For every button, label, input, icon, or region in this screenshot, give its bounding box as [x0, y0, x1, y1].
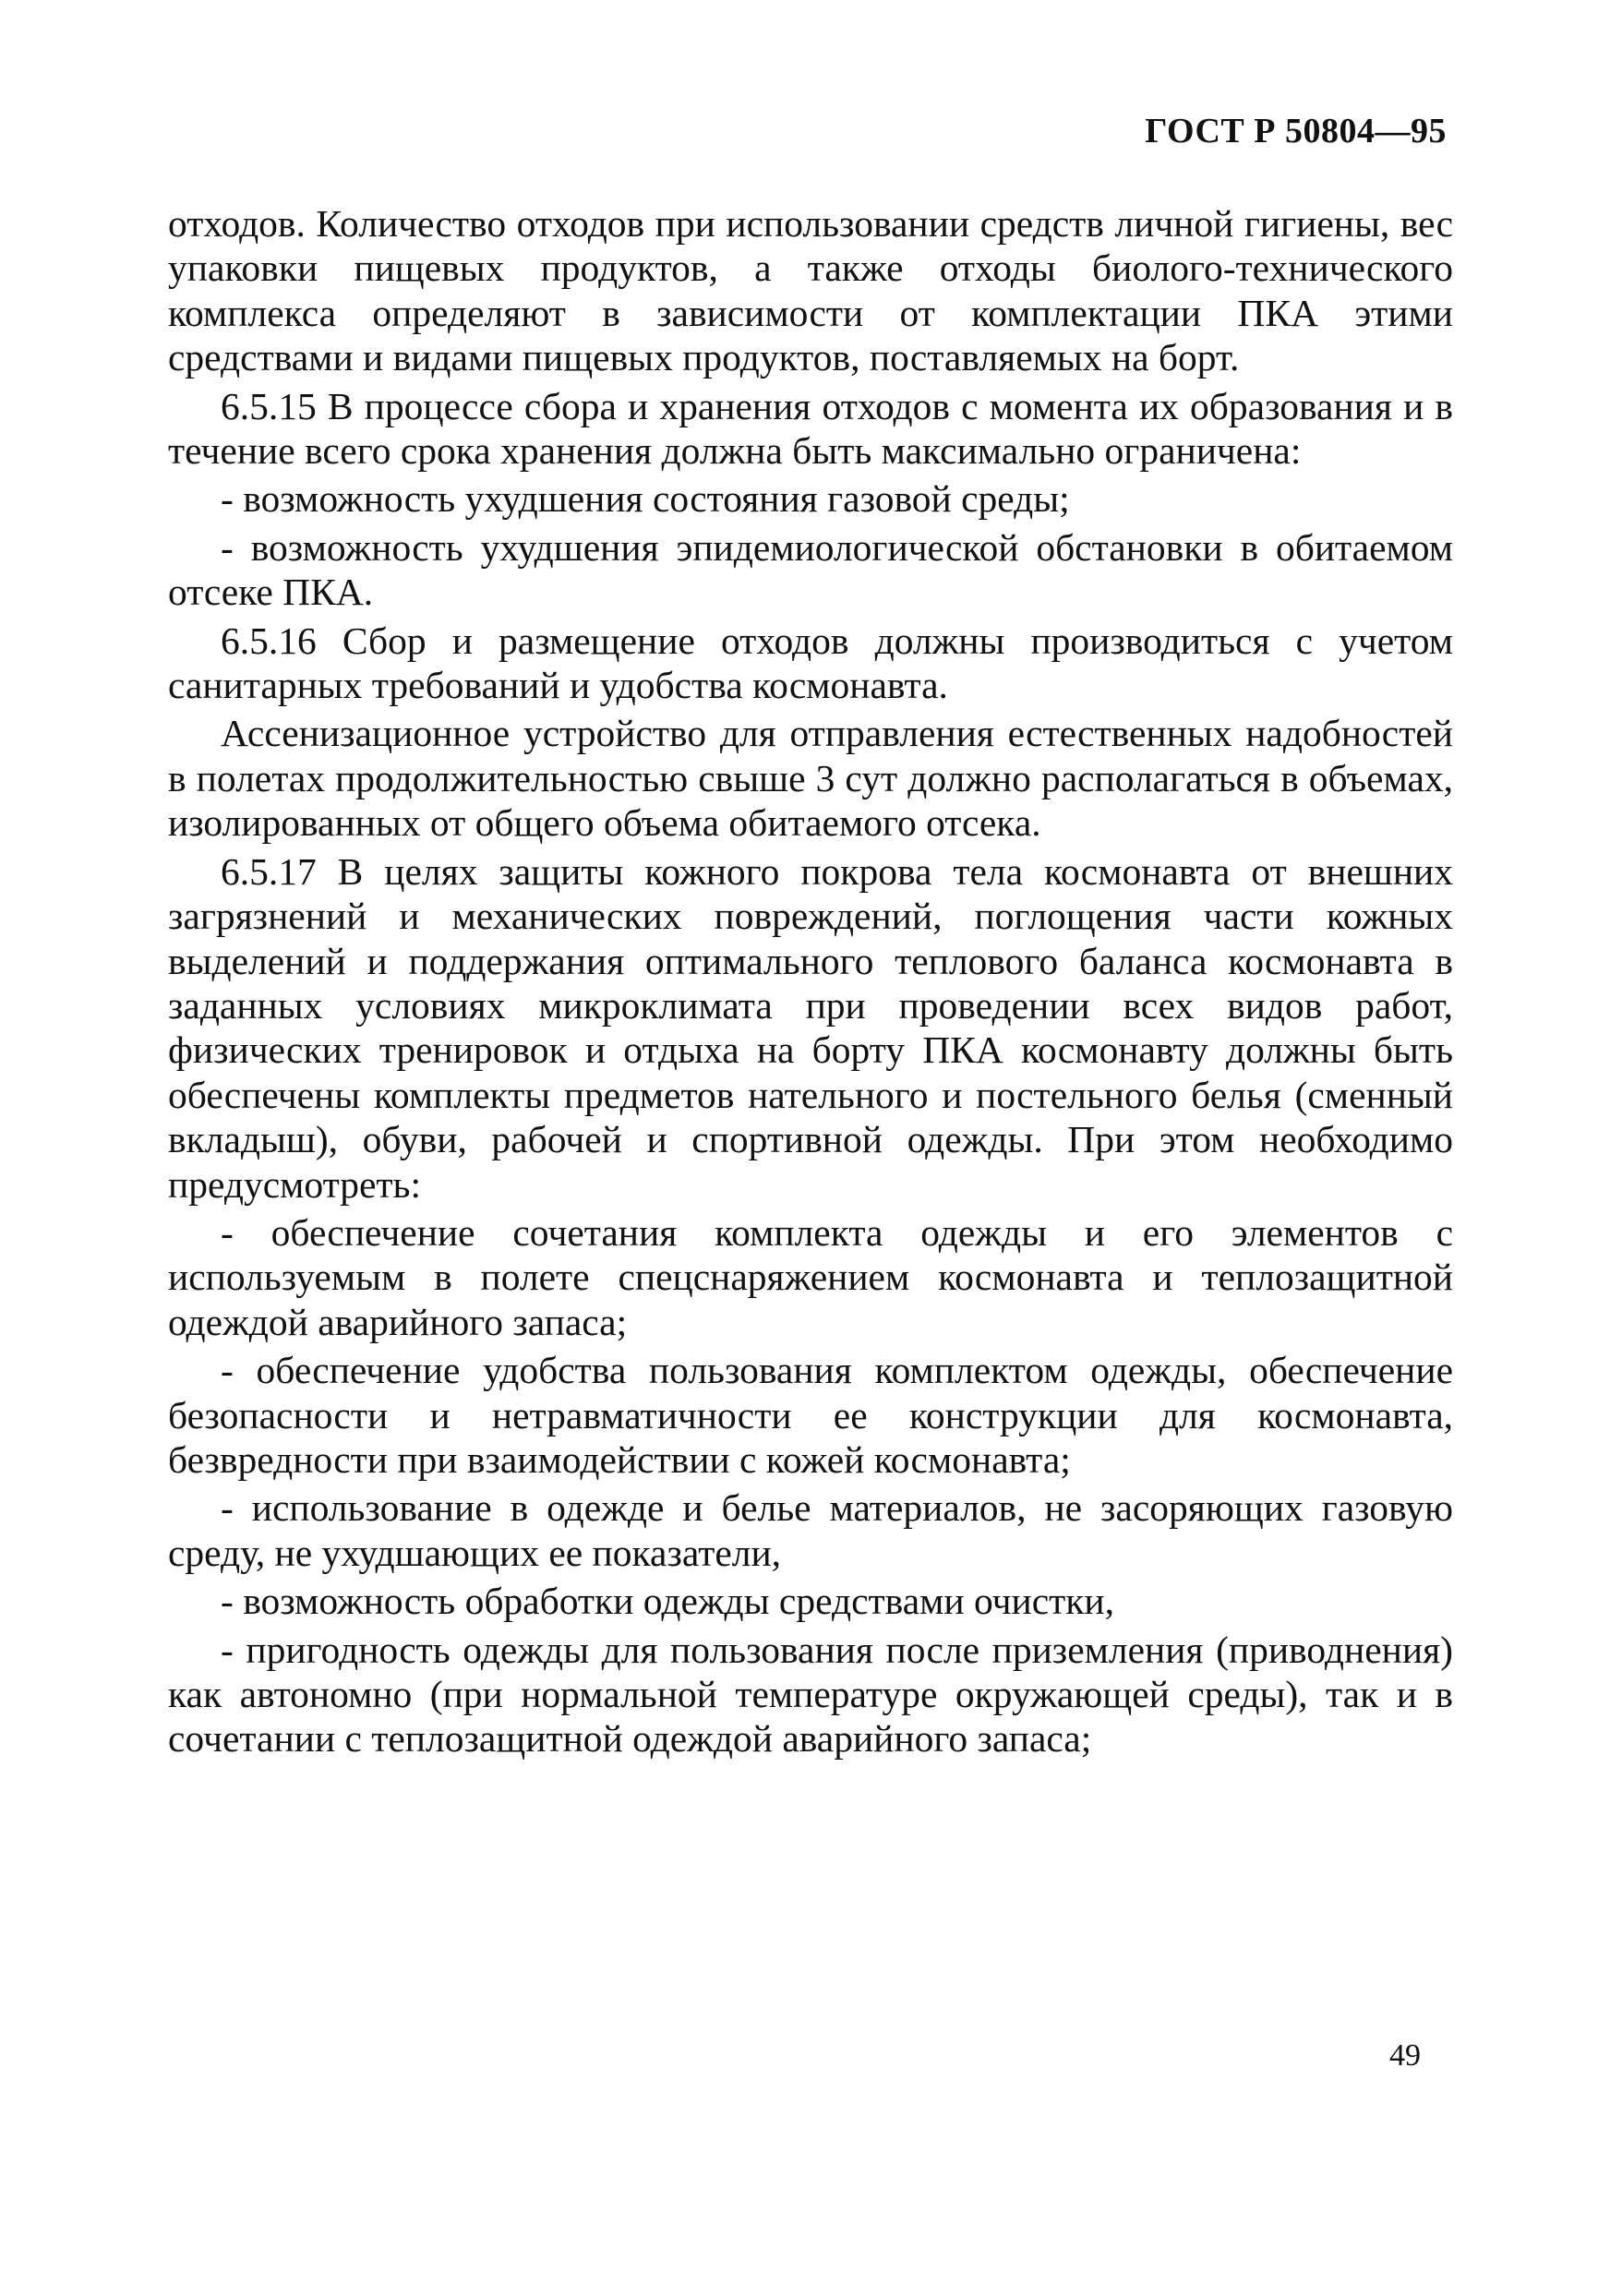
list-item: - возможность ухудшения состояния газовой среды;	[221, 477, 1070, 521]
list-item: - возможность ухудшения эпидемиологической обстановки в обитаемом отсеке ПКА.	[168, 525, 1453, 614]
list-item: - использование в одежде и белье материалов, не засоряющих газовую среду, не ухудшающих ее показатели,	[168, 1486, 1453, 1574]
paragraph-continuation: отходов. Количество отходов при использовании средств личной гигиены, вес упаковки пищевых продуктов, а также отходы биолого-технического комплекса определяют в зависимости от комплектации ПКА этими средствами и видами пищевых продуктов, поставляемых на борт.	[168, 202, 1453, 379]
paragraph-6-5-16: 6.5.16 Сбор и размещение отходов должны производиться с учетом санитарных требований и удобства космонавта.	[168, 619, 1453, 707]
list-item: - возможность обработки одежды средствами очистки,	[221, 1580, 1115, 1623]
paragraph-6-5-15: 6.5.15 В процессе сбора и хранения отходов с момента их образования и в течение всего срока хранения должна быть максимально ограничена:	[168, 384, 1453, 473]
paragraph-6-5-17: 6.5.17 В целях защиты кожного покрова тела космонавта от внешних загрязнений и механических повреждений, поглощения части кожных выделений и поддержания оптимального теплового баланса космонавта в заданных условиях микроклимата при проведении всех видов работ, физических тренировок и отдыха на борту ПКА космонавту должны быть обеспечены комплекты предметов нательного и постельного белья (сменный вкладыш), обуви, рабочей и спортивной одежды. При этом необходимо предусмотреть:	[168, 849, 1453, 1206]
document-body	[168, 201, 1453, 1765]
list-item: - обеспечение удобства пользования комплектом одежды, обеспечение безопасности и нетравматичности ее конструкции для космонавта, безвредности при взаимодействии с кожей космонавта;	[168, 1349, 1453, 1481]
paragraph-sanitation-device: Ассенизационное устройство для отправления естественных надобностей в полетах продолжительностью свыше 3 сут должно располагаться в объемах, изолированных от общего объема обитаемого отсека.	[168, 712, 1453, 845]
page-number: 49	[1389, 2038, 1421, 2073]
list-item: - пригодность одежды для пользования после приземления (приводнения) как автономно (при нормальной температуре окружающей среды), так и в сочетании с теплозащитной одеждой аварийного запаса;	[168, 1628, 1453, 1761]
document-header: ГОСТ Р 50804—95	[1145, 112, 1447, 150]
list-item: - обеспечение сочетания комплекта одежды и его элементов с используемым в полете спецснаряжением космонавта и теплозащитной одеждой аварийного запаса;	[168, 1210, 1453, 1343]
